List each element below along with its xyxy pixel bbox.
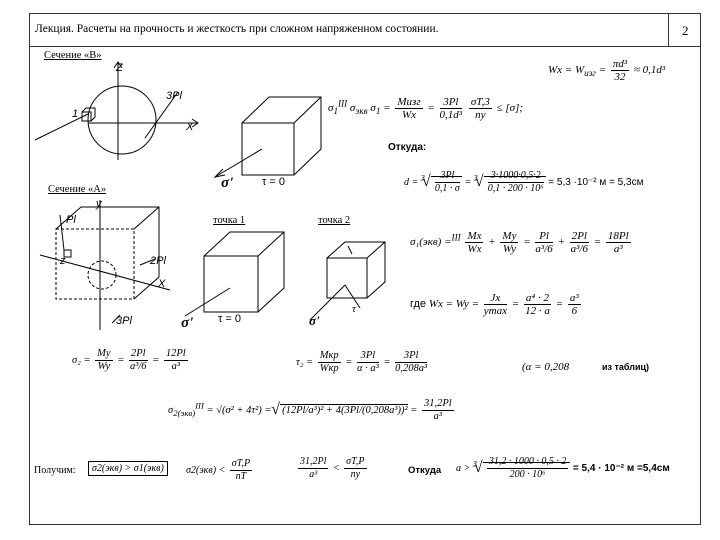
s1e-sup: III: [451, 232, 461, 243]
s1-sub: 1: [333, 106, 339, 117]
s1e-f3d: a³/6: [535, 243, 553, 255]
s2-eq2: =: [152, 354, 160, 366]
wh-f3n: a³: [569, 292, 579, 304]
fin-res: = 5,4 · 10⁻² м =5,4см: [572, 462, 670, 474]
formula-wx: [548, 58, 665, 83]
formula-final: [456, 456, 670, 481]
s1e-eq: =: [523, 236, 531, 249]
s2e-sub: 2(экв): [173, 408, 196, 418]
t2-f1n: Mкр: [319, 350, 339, 361]
cube1-tau: τ = 0: [262, 176, 285, 188]
fin-cube: 3: [472, 459, 477, 469]
cube3-figure: [300, 240, 400, 320]
fin-rd: 200 · 10⁶: [509, 469, 546, 480]
s2e-root: √ (12Pl/a³)² + 4(3Pl/(0,208a³))²: [280, 404, 408, 416]
s1-lhs: σ: [328, 102, 334, 115]
wx-eq: =: [598, 64, 607, 77]
s1-f2d: 0,1d³: [439, 109, 463, 121]
poluchim-box: σ2(экв) > σ1(экв): [88, 461, 168, 476]
s2-f2n: 2Pl: [130, 348, 146, 359]
formula-sigma2-eq: [168, 398, 456, 423]
d-r2n: √ 3·1000·0,5·2: [488, 170, 544, 183]
s1e-f4d: a³/6: [570, 243, 589, 255]
s1e-f4n: 2Pl: [571, 230, 587, 242]
s1-eq3: =: [427, 102, 435, 115]
formula-sigma1: [328, 96, 523, 121]
s1e-plus2: +: [557, 236, 565, 249]
s2-f3n: 12Pl: [165, 348, 186, 359]
section-a-label: Сечение «А»: [48, 184, 107, 195]
t2-f2n: 3Pl: [357, 350, 379, 363]
wh-fn: Jx: [484, 292, 507, 305]
s1-sub3: 1: [375, 106, 381, 117]
c2-fd: a³: [309, 469, 318, 480]
wh-eq: =: [511, 298, 520, 311]
c2-lt: <: [332, 462, 340, 474]
formula-sigma1-eq: [410, 230, 633, 255]
wh-fd: ymax: [483, 305, 507, 317]
s2-f1n: My: [97, 348, 111, 359]
cube2-sigma: σ': [181, 315, 194, 331]
fin-rn: √ 31,2 · 1000 · 0,5 · 2: [488, 456, 567, 467]
c1-lhs: σ2(экв) <: [186, 464, 226, 476]
t2-f3n: 3Pl: [395, 350, 427, 363]
d-r2d: 0,1 · 200 · 10⁶: [487, 183, 544, 194]
wx-sub: изг: [584, 68, 596, 79]
s1e-f2d: Wy: [502, 243, 516, 255]
c2-gn: σT,P: [346, 456, 365, 467]
axis-z-label: Z: [116, 62, 123, 74]
wh-f3d: 6: [571, 305, 578, 317]
d-res: = 5,3 ·10⁻² м = 5,3см: [548, 176, 644, 188]
wh-eq2: =: [555, 298, 564, 311]
load-pl-label: Pl: [66, 214, 76, 226]
axis-x-a-label: X: [158, 278, 166, 290]
formula-diameter: [404, 170, 643, 195]
from-table-label: из таблиц): [602, 362, 650, 372]
s1e-plus: +: [488, 236, 496, 249]
slide-number: 2: [682, 23, 689, 38]
wx-approx: ≈ 0,1d³: [633, 64, 666, 77]
where-label: где: [410, 298, 427, 311]
d-lhs: d =: [404, 176, 419, 188]
c2-fn: 31,2Pl: [300, 456, 327, 467]
s1-f1d: Wx: [401, 109, 416, 121]
c1-fd: nT: [235, 471, 247, 482]
wx-num: πd³: [612, 58, 628, 70]
section-b-figure: [30, 60, 210, 170]
wh-f2n: a⁴ · 2: [525, 292, 549, 304]
poluchim-label: Получим:: [34, 465, 76, 476]
s1-eq: σ: [349, 102, 356, 115]
load-3pl-a-label: 3Pl: [116, 315, 132, 327]
formula-cond1: [186, 458, 254, 483]
t2-f1d: Wкр: [319, 363, 339, 374]
d-eq: =: [464, 176, 472, 188]
s1e-eq2: =: [593, 236, 602, 249]
t2-f2d: α · a³: [357, 363, 379, 374]
formula-sigma2: [72, 348, 190, 373]
otkuda-top-label: Откуда:: [388, 142, 427, 153]
point1-label: точка 1: [213, 215, 246, 226]
s2e-sup: III: [195, 400, 204, 411]
point2-label: точка 2: [318, 215, 351, 226]
s1e-f2n: My: [502, 230, 517, 242]
t2-lhs: τ₂ =: [296, 356, 314, 368]
c2-gd: ny: [350, 469, 361, 480]
load-2pl-label: 2Pl: [150, 255, 166, 267]
s1-f2n: 3Pl: [440, 96, 463, 109]
cube2-tau: τ = 0: [218, 313, 241, 325]
fin-lhs: a >: [456, 462, 471, 474]
point-1-label: 1: [72, 108, 79, 120]
s1e-f5n: 18Pl: [607, 230, 629, 242]
cube1-sigma: σ': [221, 175, 234, 191]
d-r1d: 0,1 · σ: [434, 183, 460, 194]
s2-lhs: σ₂ =: [72, 354, 91, 366]
s1-rd: ny: [475, 109, 486, 121]
axis-z-a-label: z: [60, 255, 66, 267]
s1e-f3n: Pl: [535, 230, 552, 243]
cube3-sigma: σ': [309, 313, 320, 328]
d-r1n: √ 3Pl: [435, 170, 460, 183]
t2-f3d: 0,208a³: [395, 363, 428, 374]
s1e-f1d: Wx: [467, 243, 482, 255]
s2-eq: =: [117, 354, 125, 366]
section-b-label: Сечение «В»: [44, 50, 102, 61]
s1e-f5d: a³: [613, 243, 623, 255]
s2e-eq: = √(σ² + 4τ²) =: [206, 404, 272, 416]
s1-eq2: =: [383, 102, 391, 115]
wh-f2d: 12 · a: [525, 305, 550, 317]
t2-eq2: =: [383, 356, 391, 368]
s2e-rn: 31,2Pl: [424, 398, 452, 409]
formula-where: [410, 292, 583, 317]
s1-le: ≤ [σ];: [496, 102, 524, 115]
s2e-eq2: =: [410, 404, 418, 416]
s2-f1d: Wy: [97, 361, 111, 372]
axis-y-label: y: [96, 198, 102, 210]
s1-rn: σT,3: [470, 96, 490, 108]
t2-eq: =: [345, 356, 353, 368]
s2e-rd: a³: [433, 411, 443, 422]
s1-sup: III: [338, 98, 348, 109]
d-cube: 3: [420, 173, 425, 183]
header-divider: [668, 14, 669, 46]
wh-lhs: Wx = Wy =: [428, 298, 479, 311]
s1-eq-b: σ: [370, 102, 376, 115]
otkuda-bottom-label: Откуда: [408, 465, 442, 476]
alpha-value: (α = 0,208: [522, 361, 570, 373]
wx-den: 32: [614, 71, 626, 83]
formula-tau2: [296, 350, 429, 375]
s2-f3d: a³: [171, 361, 180, 372]
load-3pl-label: 3Pl: [166, 90, 182, 102]
s1-sub2: экв: [355, 106, 368, 117]
axis-x-label: X: [186, 121, 194, 133]
s1-f1n: Mизг: [397, 96, 421, 108]
wx-lhs: Wx = W: [548, 64, 585, 77]
d-cube2: 3: [473, 173, 478, 183]
s2e-lhs: σ: [168, 404, 174, 416]
s2-f2d: a³/6: [129, 361, 147, 372]
s1e-f1n: Mx: [467, 230, 482, 242]
formula-cond2: [296, 456, 369, 481]
s1e-lhs: σ₁(экв) =: [410, 236, 452, 249]
header-bar: [30, 14, 700, 47]
page-title: Лекция. Расчеты на прочность и жесткость при сложном напряженном состоянии.: [35, 23, 439, 35]
cube3-tau: τ: [352, 303, 356, 315]
c1-fn: σT,P: [231, 458, 251, 469]
